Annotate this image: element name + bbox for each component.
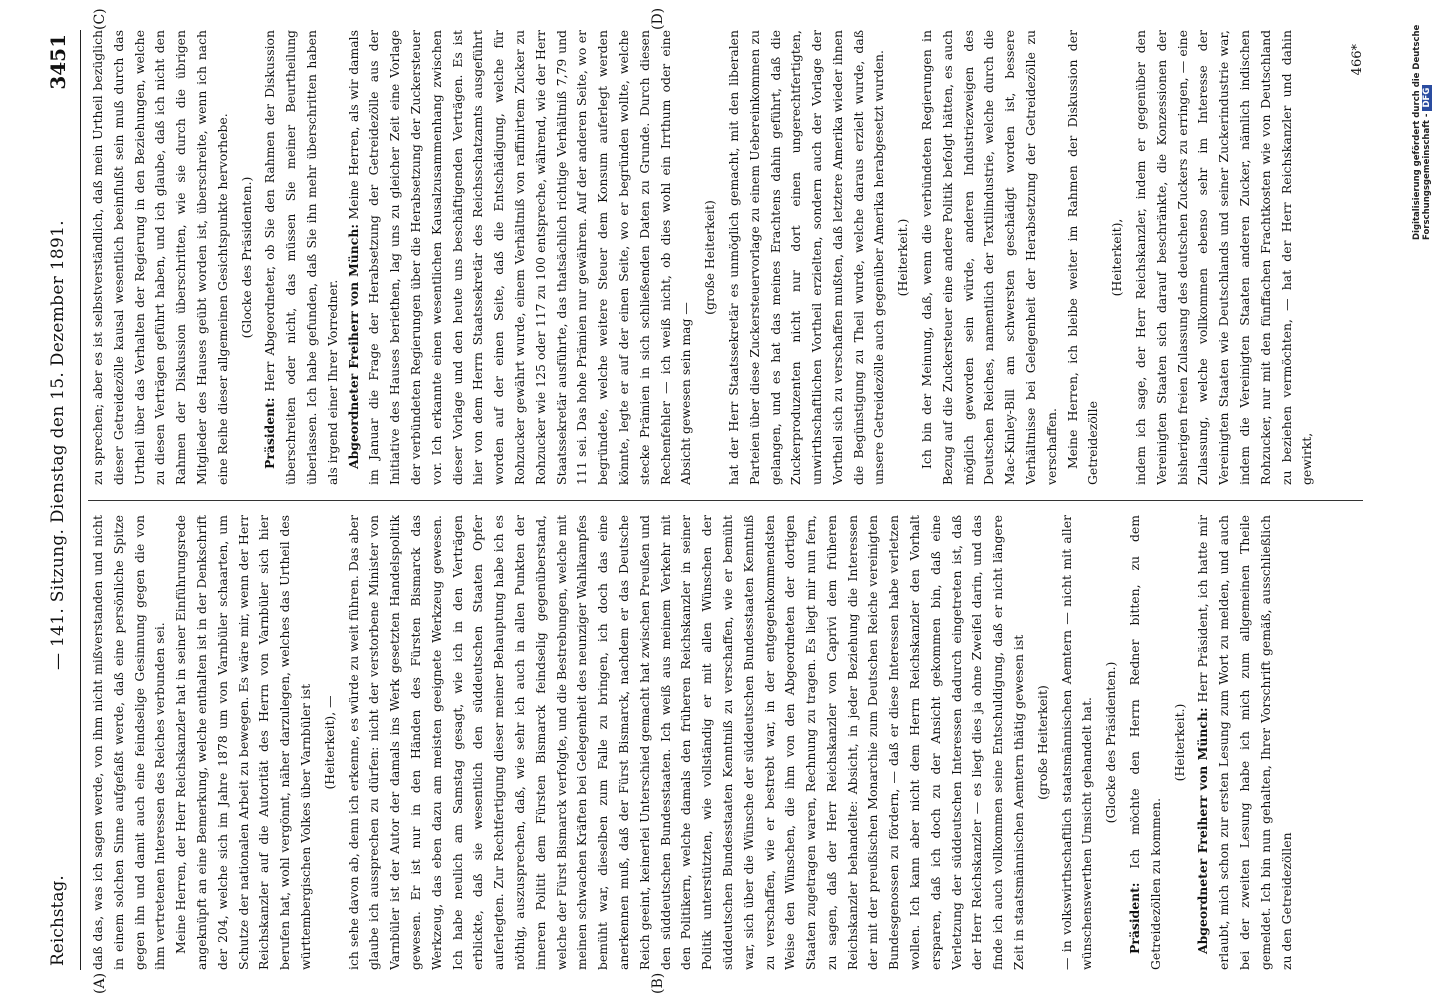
speech-text: Herr Präsident, ich hatte mir erlaubt, mich schon zur ersten Lesung zum Wort zu melden, und auch bei der zweiten Lesung habe ich mich zum allgemeinen Theile gemeldet. Ich bin nun gehalten, Ihrer Vorschrift gemäß, ausschließlich zu den Getreidezöllen — [1195, 515, 1294, 970]
body-paragraph: daß das, was ich sagen werde, von ihm nicht mißverstanden und nicht in einem solchen Sinne aufgefaßt werde, daß eine persönliche Spitze gegen ihn und damit auch eine feindselige Gesinnung gegen die von ihm vertretenen Interessen des Reiches verbunden sei. — [90, 515, 168, 970]
running-header — [40, 30, 81, 970]
body-paragraph: zu sprechen; aber es ist selbstverständlich, daß mein Urtheil bezüglich dieser Getreidezölle kausal wesentlich beeinflußt sein muß durch das Urtheil über das Verhalten der Regierung in den Beziehungen, welche zu diesen Verträgen geführt haben, und ich glaube, daß ich nicht den Rahmen der Diskussion überschritten, wie sie durch die übrigen Mitglieder des Hauses geübt worden ist, überschreite, wenn ich nach eine Reihe dieser allgemeinen Gesichtspunkte hervorhebe. — [90, 30, 230, 485]
left-column — [88, 515, 1366, 970]
header-title: — 141. Sitzung. Dienstag den 15. Dezember 1891. — [48, 220, 68, 670]
speech-paragraph — [260, 30, 343, 485]
body-paragraph: Ich bin der Meinung, daß, wenn die verbündeten Regierungen in Bezug auf die Zuckersteuer eine andere Politik befolgt hätten, es auch möglich geworden sein würde, anderen Industriezweigen des Deutschen Reiches, namentlich der Textilindustrie, welche durch die Mac-Kinley-Bill am schwersten geschädigt worden ist, bessere Verhältnisse bei Gelegenheit der Herabsetzung der Getreidezölle zu verschaffen. — [919, 30, 1059, 485]
body-paragraph: ich sehe davon ab, denn ich erkenne, es würde zu weit führen. Das aber glaube ich aussprechen zu dürfen: nicht der verstorbene Minister von Varnbüler ist der Autor der damals ins Werk gesetzten Handelspolitik gewesen. Er ist nur in den Händen des Fürsten Bismarck das Werkzeug, das eben dazu am meisten geeignete Werkzeug gewesen. Ich habe neulich am Samstag gesagt, wie ich in den Verträgen erblickte, daß sie wesentlich den süddeutschen Staaten Opfer auferlegten. Zur Rechtfertigung dieser meiner Behauptung habe ich es nöthig, auszusprechen, daß, wie sehr ich auch in allen Punkten der inneren Politit dem Fürsten Bismarck feindselig gegenüberstand, welche der Fürst Bismarck verfolgte, und die Bestrebungen, welche mit meinen schwachen Kräften bei Gelegenheit des neunziger Wahlkampfes bemüht war, dieselben zum Falle zu bringen, ich doch das eine anerkennen muß, daß der Fürst Bismarck, nachdem er das Deutsche Reich geeint, keinerlei Unterschied gemacht hat zwischen Preußen und den süddeutschen Bundesstaaten. Ich weiß aus meinem Verkehr mit den Politikern, welche damals den früheren Reichskanzler in seiner Politik unterstützten, wie vollständig er mit allen Wünschen der süddeutschen Bundesstaaten Kenntniß zu verschaffen, wie er bemüht war, sich über die Wünsche der süddeutschen Bundesstaaten Kenntniß zu verschaffen, wie er bestrebt war, in der entgegenkommendsten Weise den Wünschen, die ihm von den Abgeordneten der dortigen Staaten zugetragen waren, Rechnung zu tragen. Es liegt mir nun fern, zu sagen, daß der Herr Reichskanzler von Caprivi dem früheren Reichskanzler behandelte: Absicht, in jeder Beziehung die Interessen der mit der preußischen Monarchie zum Deutschen Reiche vereinigten Bundesgenossen zu fördern, — daß er diese Interessen habe verletzen wollen. Ich kann aber nicht dem Herrn Reichskanzler den Vorhalt ersparen, daß ich doch zu der Ansicht gekommen bin, daß eine Verletzung der süddeutschen Interessen dadurch eingetreten ist, daß der Herr Reichskanzler — es liegt dies ja ohne Zweifel darin, und das finde ich auch vollkommen seine Entschuldigung, daß er nicht längere Zeit in staatsmännischen Aemtern thätig gewesen ist — [345, 515, 1027, 970]
margin-marker-d: (D) — [650, 7, 666, 30]
speech-paragraph — [1193, 515, 1297, 970]
body-paragraph: — in volkswirthschaftlich staatsmännischen Aemtern — nicht mit aller wünschenswerthen Umsicht gehandelt hat. — [1058, 515, 1095, 970]
body-paragraph: Meine Herren, ich bleibe weiter im Rahmen der Diskussion der Getreidezölle — [1064, 30, 1101, 485]
page-number: 3451 — [46, 34, 70, 90]
interjection: (Glocke des Präsidenten.) — [1103, 661, 1119, 824]
interjection: (Glocke des Präsidenten.) — [238, 176, 254, 339]
margin-marker-a: (A) — [92, 972, 108, 994]
body-paragraph: hat der Herr Staatssekretär es unmöglich gemacht, mit den liberalen Parteien über diese Zuckersteuervorlage zu einem Uebereinkommen zu gelangen, und es hat das meines Erachtens dahin geführt, daß die Zuckerproduzenten nicht nur dort einen ungerechtfertigten, unwirthschaftlichen Vortheil erzielten, sondern auch der Vorlage der Vortheil sich zu verschaffen mußten, daß letztere Amerika wieder ihnen die Begünstigung zu Theil wurde, welche daraus erzielt wurde, daß unsere Getreidezölle auch gegenüber Amerika herabgesetzt wurden. — [725, 30, 887, 485]
interjection: (Heiterkeit), — [1109, 218, 1125, 297]
speaker-name: Abgeordneter Freiherr von Münch: — [345, 224, 361, 469]
interjection: (große Heiterkeit) — [1034, 685, 1050, 800]
digitization-note — [1412, 0, 1432, 240]
body-paragraph: Meine Herren, der Herr Reichskanzler hat in seiner Einführungsrede angeknüpft an eine Bemerkung, welche enthalten ist in der Denkschrift der 204, welche sich im Jahre 1878 um von Varnbüler schaarten, um Schutze der nationalen Arbeit zu bewegen. Es wäre mir, wenn der Herr Reichskanzler auf die Autorität des Herrn von Varnbüler sich hier berufen hat, wohl vergönnt, näher darzulegen, welches das Urtheil des württembergischen Volkes über Varnbüler ist — [173, 515, 313, 970]
speech-text: Herr Abgeordneter, ob Sie den Rahmen der Diskussion überschreiten oder nicht, das müssen Sie meiner Beurtheilung überlassen. Ich habe gefunden, daß Sie ihn mehr überschritten haben als irgend einer Ihrer Vorredner. — [262, 30, 340, 485]
speaker-name: Abgeordneter Freiherr von Münch: — [1195, 707, 1211, 954]
speech-text: Meine Herren, als wir damals im Januar die Frage der Herabsetzung der Getreidezölle aus der Initiative des Hauses beriethen, lag uns zu gleicher Zeit eine Vorlage der verbündeten Regierungen über die Herabsetzung der Zuckersteuer vor. Ich erkannte einen wesentlichen Kausalzusammenhang zwischen dieser Vorlage und den heute uns beschäftigenden Verträgen. Es ist hier von dem Herrn Staatssekretär des Reichsschatzamts ausgeführt worden auf der einen Seite, daß die Entschädigung, welche für Rohzucker gewährt wurde, einem Verhältniß von raffinirtem Zucker zu Rohzucker wie 125 oder 117 zu 100 entspreche, während, wie der Herr Staatssekretär ausführte, das thatsächlich richtige Verhältniß 7,79 und 111 sei. Das hohe Prämien nur gewähren. Auf der anderen Seite, wo er begründete, welche weitere Steuer dem Konsum auferlegt werden könnte, legte er auf der einen Seite, wo er begründen wollte, welche stecke Prämien in sich schließenden Daten zu Grunde. Durch diesen Rechenfehler — ich weiß nicht, ob dies wohl ein Irrthum oder eine Absicht gewesen sein mag — — [345, 30, 694, 485]
interjection: (Heiterkeit), — — [321, 695, 337, 790]
speaker-name: Präsident: — [262, 397, 278, 469]
interjection: (Heiterkeit.) — [895, 218, 911, 297]
column-divider — [88, 500, 1363, 501]
right-column — [88, 30, 1366, 485]
header-left: Reichstag. — [48, 875, 68, 966]
speaker-name: Präsident: — [1127, 882, 1143, 954]
dfg-logo: DFG — [1422, 85, 1432, 111]
body-paragraph: indem ich sage, der Herr Reichskanzler, indem er gegenüber den Vereinigten Staaten sich darauf beschränkte, die Konzessionen der bisherigen freien Zulassung des deutschen Zuckers zu erringen, — eine Zulassung, welche vollkommen ebenso sehr im Interesse der Vereinigten Staaten wie Deutschlands und seiner Zuckerindustrie war, indem die Vereinigten Staaten anderen Zucker, nämlich indischen Rohzucker, nur mit den fünffachen Frachtkosten wie von Deutschland zu beziehen vermöchten, — hat der Herr Reichskanzler und dahin gewirkt, — [1133, 30, 1315, 485]
interjection: (Heiterkeit.) — [1171, 703, 1187, 782]
margin-marker-b: (B) — [650, 972, 666, 994]
page-reference: 466* — [1350, 44, 1365, 76]
speech-paragraph — [1125, 515, 1167, 970]
speech-paragraph — [344, 30, 698, 485]
speech-text: Ich möchte den Herrn Redner bitten, zu dem Getreidezöllen zu kommen. — [1127, 515, 1163, 970]
interjection: (große Heiterkeit) — [702, 200, 718, 315]
margin-marker-c: (C) — [92, 8, 108, 30]
footer-text: Digitalisierung gefördert durch die Deutsche Forschungsgemeinschaft - — [1412, 24, 1432, 240]
